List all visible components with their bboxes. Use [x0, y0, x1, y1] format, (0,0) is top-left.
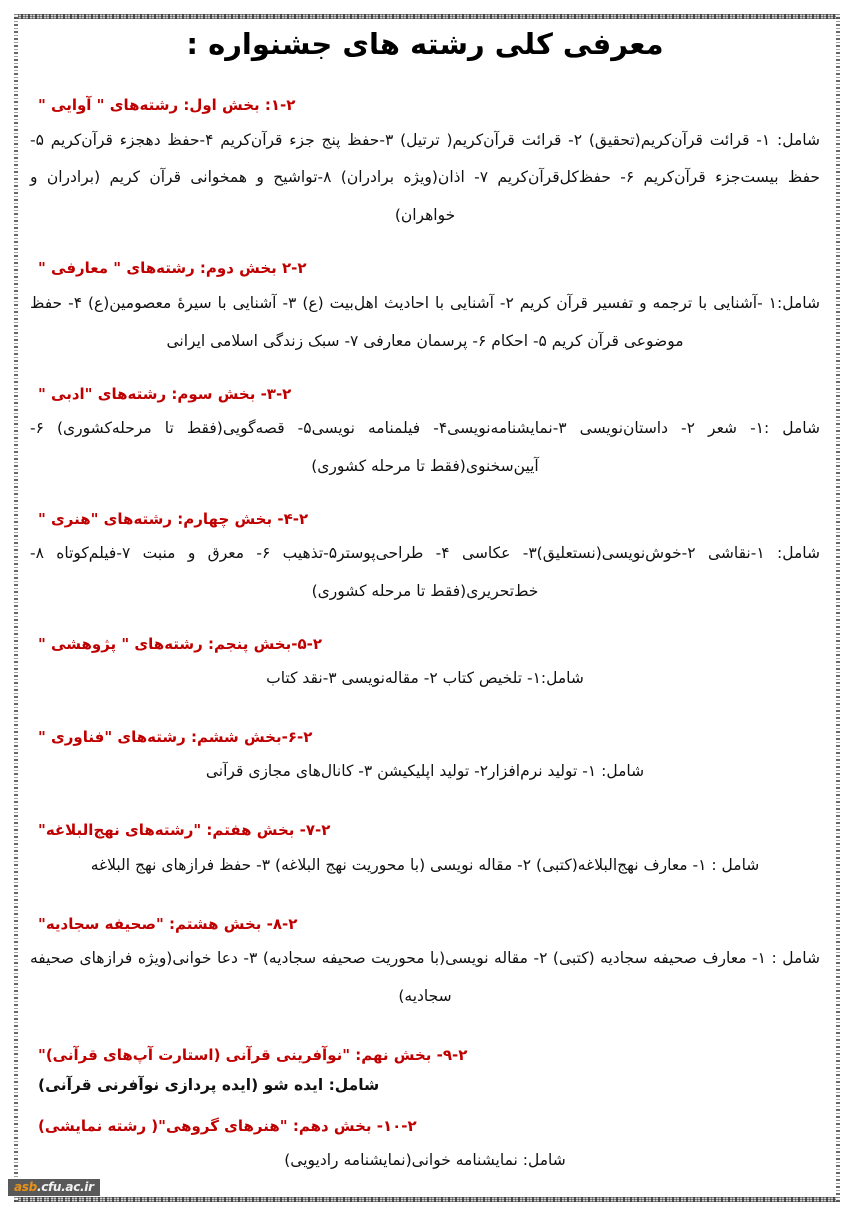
section-1-heading: ۱-۲: بخش اول: رشته‌های " آوایی ": [38, 96, 296, 115]
section-10-heading: ۱۰-۲- بخش دهم: "هنرهای گروهی"( رشته نمایشی): [38, 1116, 417, 1135]
section-7-nahj-al-balagha: [26, 817, 824, 884]
section-3-body: شامل :۱- شعر ۲- داستان‌نویسی ۳-نمایشنامه‌نویسی۴- فیلمنامه نویسی۵- قصه‌گویی(فقط تا مرحله‌کشوری) ۶- آیین‌سخنوی(فقط تا مرحله کشوری): [30, 418, 821, 475]
section-6-fanavari: [26, 724, 824, 791]
watermark-accent-text: asb: [14, 1180, 37, 1194]
section-8-sahifeh-sajjadieh: [26, 911, 824, 1016]
section-4-heading: ۴-۲- بخش چهارم: رشته‌های "هنری ": [38, 509, 309, 528]
section-6-body: شامل: ۱- تولید نرم‌افزار۲- تولید اپلیکیشن ۳- کانال‌های مجازی قرآنی: [205, 762, 645, 781]
section-9-heading: ۹-۲- بخش نهم: "نوآفرینی قرآنی (استارت آپ‌های قرآنی)": [38, 1045, 468, 1064]
section-4-body: شامل: ۱-نقاشی ۲-خوش‌نویسی(نستعلیق)۳- عکاسی ۴- طراحی‌پوستر۵-تذهیب ۶- معرق و منبت ۷-فیلم‌کوتاه ۸- خط‌تحریری(فقط تا مرحله کشوری): [30, 544, 820, 600]
section-9-noafarini-qurani: [26, 1042, 824, 1101]
section-1-avayi: [26, 92, 824, 235]
section-4-honari: [26, 506, 824, 611]
section-10-body: شامل: نمایشنامه خوانی(نمایشنامه رادیویی): [284, 1150, 566, 1169]
page-border-left: [14, 14, 18, 1202]
page-border-bottom: [14, 1197, 840, 1202]
section-10-honarhaye-goruhi: [26, 1113, 824, 1180]
section-5-heading: ۵-۲-بخش پنجم: رشته‌های " پژوهشی ": [38, 634, 322, 653]
page-title: معرفی کلی رشته های جشنواره :: [186, 27, 664, 61]
page-border-right: [836, 14, 840, 1202]
section-3-heading: ۳-۲- بخش سوم: رشته‌های "ادبی ": [38, 384, 292, 403]
section-7-body: شامل : ۱- معارف نهج‌البلاغه(کتبی) ۲- مقاله نویسی (با محوریت نهج البلاغه) ۳- حفظ فرازهای نهج البلاغه: [90, 855, 760, 874]
section-5-body: شامل:۱- تلخیص کتاب ۲- مقاله‌نویسی ۳-نقد کتاب: [266, 669, 584, 688]
section-3-adabi: [26, 381, 824, 486]
section-2-maarefi: [26, 255, 824, 360]
section-8-body: شامل : ۱- معارف صحیفه سجادیه (کتبی) ۲- مقاله نویسی(با محوریت صحیفه سجادیه) ۳- دعا خوانی(ویژه فرازهای صحیفه سجادیه): [30, 948, 821, 1005]
sections-list: [26, 92, 824, 1179]
site-watermark: [8, 1179, 100, 1196]
section-8-heading: ۸-۲- بخش هشتم: "صحیفه سجادیه": [38, 914, 298, 933]
section-7-heading: ۷-۲- بخش هفتم: "رشته‌های نهج‌البلاغه": [38, 821, 331, 840]
section-1-body: شامل: ۱- قرائت قرآن‌کریم(تحقیق) ۲- قرائت قرآن‌کریم( ترتیل) ۳-حفظ پنج جزء قرآن‌کریم ۴-حفظ دهجزء قرآن‌کریم ۵-حفظ بیست‌جزء قرآن‌کریم ۶- حفظ‌کل‌قرآن‌کریم ۷- اذان(ویژه برادران) ۸-تواشیح و همخوانی قرآن کریم (برادران و خواهران): [30, 130, 820, 225]
section-6-heading: ۶-۲-بخش ششم: رشته‌های "فناوری ": [38, 728, 313, 747]
document-content: [26, 14, 824, 1196]
section-5-pazhuheshi: [26, 631, 824, 698]
section-2-body: شامل:۱ -آشنایی با ترجمه و تفسیر قرآن کریم ۲- آشنایی با احادیث اهل‌بیت (ع) ۳- آشنایی با سیرهٔ معصومین(ع) ۴- حفظ موضوعی قرآن کریم ۵- احکام ۶- پرسمان معارفی ۷- سبک زندگی اسلامی ایرانی: [30, 293, 820, 350]
watermark-domain-text: .cfu.ac.ir: [36, 1180, 94, 1194]
section-2-heading: ۲-۲ بخش دوم: رشته‌های " معارفی ": [38, 259, 307, 278]
section-9-body: شامل: ایده شو (ایده پردازی نوآفرنی قرآنی): [38, 1076, 380, 1095]
